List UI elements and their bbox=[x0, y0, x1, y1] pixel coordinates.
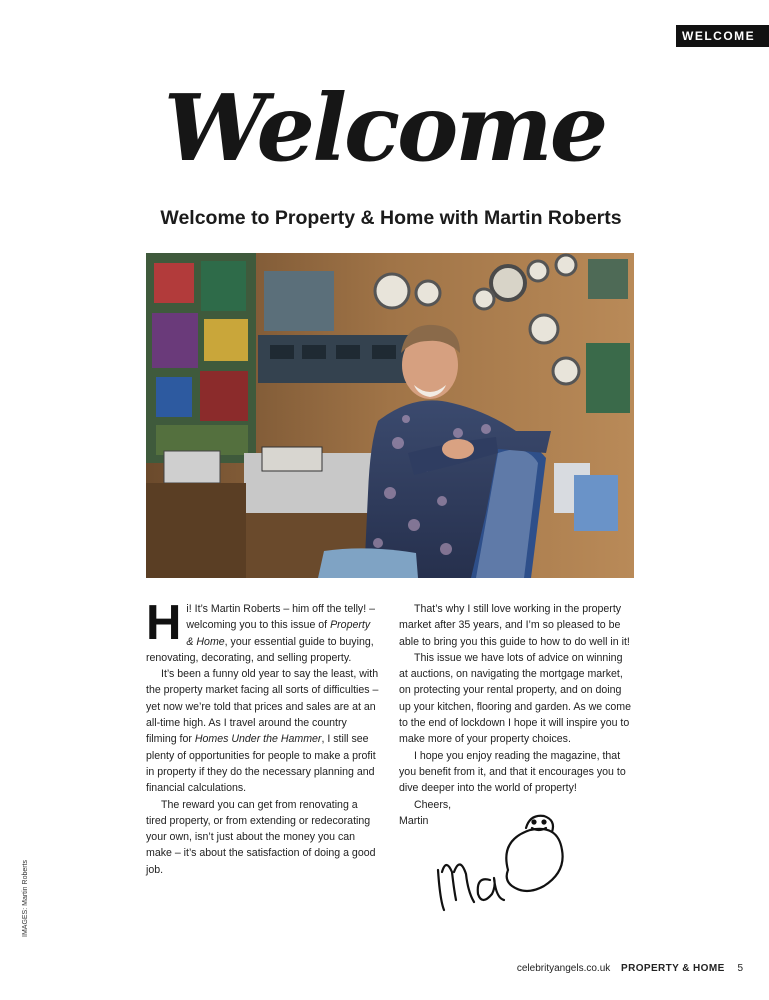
page-title: Welcome bbox=[163, 74, 606, 182]
paragraph-5: This issue we have lots of advice on winning at auctions, on navigating the mortgage market, on protecting your rental property, and on doing up your kitchen, flooring and garden. As we come to the end of lockdown I hope it will inspire you to make more of your property choices. bbox=[399, 651, 632, 746]
paragraph-4: That’s why I still love working in the property market after 35 years, and I’m so pleased to be able to bring you this guide to how to do well in it! bbox=[399, 603, 630, 648]
show-name: Homes Under the Hammer bbox=[194, 733, 322, 746]
paragraph-2 bbox=[146, 666, 380, 796]
drop-cap: H bbox=[146, 596, 182, 650]
footer-magazine: PROPERTY & HOME bbox=[621, 963, 725, 974]
image-credit: IMAGES: Martin Roberts bbox=[22, 859, 29, 937]
article-subtitle: Welcome to Property & Home with Martin Roberts bbox=[160, 207, 622, 229]
paragraph-3: The reward you can get from renovating a tired property, or from extending or redecorating your own, isn’t just about the money you can make – it’s about the satisfaction of doing a good job. bbox=[146, 798, 376, 876]
signoff-name: Martin bbox=[399, 814, 429, 827]
footer-site: celebrityangels.co.uk bbox=[516, 963, 611, 974]
page-footer bbox=[517, 963, 743, 974]
paragraph-1-tail: , your essential guide to buying, renovating, decorating, and selling property. bbox=[146, 635, 374, 664]
paragraph-2-lead: It’s been a funny old year to say the least, with the property market facing all sorts of difficulties – yet now we’re told that prices and sales are at an all-time high. As I travel around the country filming for bbox=[146, 668, 379, 746]
paragraph-2-tail: , I still see plenty of opportunities for people to make a profit in property if they do the necessary planning and financial calculations. bbox=[146, 733, 376, 795]
magazine-name: Property & Home bbox=[186, 619, 371, 648]
page-number: 5 bbox=[737, 963, 743, 974]
signoff-cheers: Cheers, bbox=[414, 798, 452, 811]
article-column-left bbox=[146, 596, 380, 878]
paragraph-1-lead: i! It’s Martin Roberts – him off the telly! – welcoming you to this issue of bbox=[186, 603, 375, 632]
paragraph-intro bbox=[146, 596, 380, 666]
handwritten-signature bbox=[430, 810, 580, 925]
hero-photo bbox=[146, 253, 634, 578]
paragraph-6: I hope you enjoy reading the magazine, that you benefit from it, and that it encourages you to dive deeper into the world of property! bbox=[399, 749, 626, 795]
article-column-right bbox=[399, 601, 633, 829]
section-tab: WELCOME bbox=[676, 25, 769, 47]
